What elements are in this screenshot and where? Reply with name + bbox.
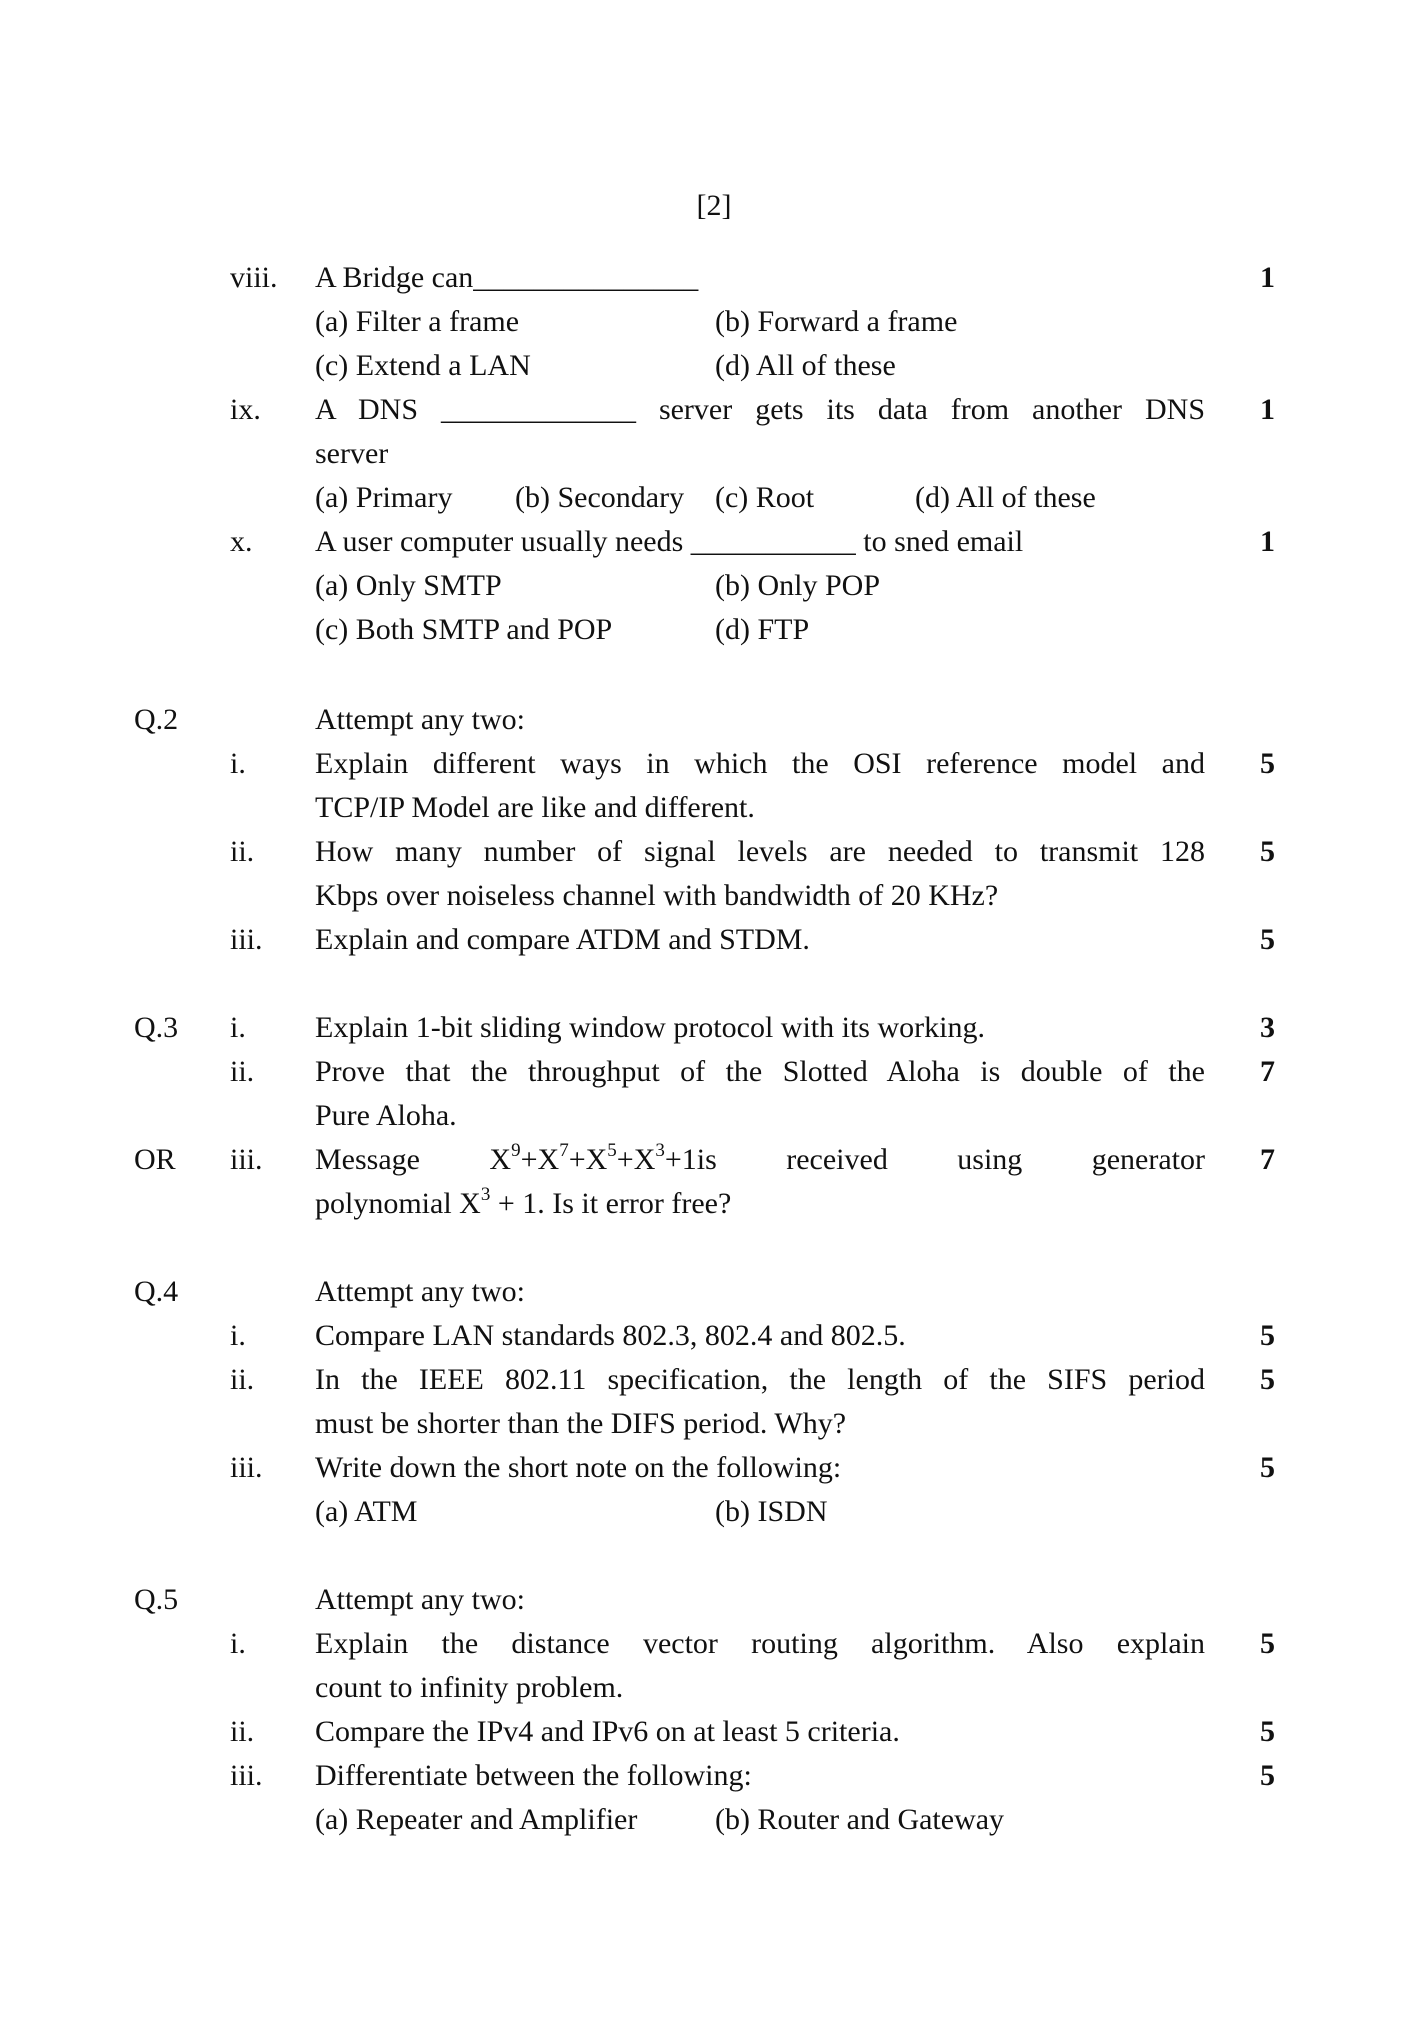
question-marks: 5 bbox=[1260, 1715, 1275, 1748]
q3-section bbox=[0, 1006, 1428, 1226]
question-marks: 5 bbox=[1260, 1363, 1275, 1396]
question-label: Q.2 bbox=[134, 703, 179, 736]
question-text: Differentiate between the following: bbox=[315, 1759, 752, 1792]
options-row bbox=[0, 564, 1428, 608]
question-text: Prove that the throughput of the Slotted Aloha is double of the bbox=[315, 1055, 1205, 1088]
question-marks: 5 bbox=[1260, 1319, 1275, 1352]
question-item bbox=[0, 1138, 1428, 1182]
question-marks: 1 bbox=[1260, 261, 1275, 294]
question-item bbox=[0, 1358, 1428, 1402]
question-number: ii. bbox=[230, 835, 255, 868]
option-b: (b) Only POP bbox=[715, 569, 881, 602]
question-text: Message $X^9+X^7+X^5+X^3+1is$ received using generator bbox=[315, 1138, 1205, 1182]
question-text: Explain the distance vector routing algorithm. Also explain bbox=[315, 1627, 1205, 1660]
q5-section bbox=[0, 1578, 1428, 1842]
option-b: (b) Router and Gateway bbox=[715, 1803, 1005, 1836]
question-text: A user computer usually needs ___________ to sned email bbox=[315, 525, 1024, 558]
question-text: Compare the IPv4 and IPv6 on at least 5 criteria. bbox=[315, 1715, 900, 1748]
question-viii bbox=[0, 256, 1428, 300]
options-row bbox=[0, 1490, 1428, 1534]
instruction: Attempt any two: bbox=[315, 703, 525, 736]
page-number: [2] bbox=[696, 189, 732, 222]
question-number: iii. bbox=[230, 923, 263, 956]
options-row bbox=[0, 608, 1428, 652]
question-item bbox=[0, 1446, 1428, 1490]
question-text-continued: server bbox=[315, 437, 389, 470]
question-text-continued: count to infinity problem. bbox=[315, 1671, 624, 1704]
question-marks: 7 bbox=[1260, 1055, 1275, 1088]
question-text: A DNS _____________ server gets its data from another DNS bbox=[315, 393, 1205, 426]
question-number: x. bbox=[230, 525, 253, 558]
question-item bbox=[0, 1314, 1428, 1358]
option-a: (a) Repeater and Amplifier bbox=[315, 1803, 638, 1836]
option-b: (b) Forward a frame bbox=[715, 305, 958, 338]
question-number: i. bbox=[230, 1627, 246, 1660]
question-marks: 5 bbox=[1260, 923, 1275, 956]
option-a: (a) Only SMTP bbox=[315, 569, 502, 602]
question-marks: 3 bbox=[1260, 1011, 1275, 1044]
question-number: i. bbox=[230, 747, 246, 780]
question-text: A Bridge can_______________ bbox=[315, 261, 699, 294]
question-number: ii. bbox=[230, 1715, 255, 1748]
question-number: iii. bbox=[230, 1451, 263, 1484]
q1-continued-section bbox=[0, 256, 1428, 652]
options-row bbox=[0, 476, 1428, 520]
question-marks: 5 bbox=[1260, 1627, 1275, 1660]
question-item bbox=[0, 1622, 1428, 1666]
option-b: (b) ISDN bbox=[715, 1495, 828, 1528]
question-x bbox=[0, 520, 1428, 564]
question-text-continued: Pure Aloha. bbox=[315, 1099, 457, 1132]
option-c: (c) Extend a LAN bbox=[315, 349, 531, 382]
question-item bbox=[0, 830, 1428, 874]
question-item bbox=[0, 1050, 1428, 1094]
q2-section bbox=[0, 698, 1428, 962]
question-marks: 7 bbox=[1260, 1143, 1275, 1176]
question-item bbox=[0, 1006, 1428, 1050]
question-text: In the IEEE 802.11 specification, the length of the SIFS period bbox=[315, 1363, 1205, 1396]
question-item bbox=[0, 918, 1428, 962]
option-a: (a) Primary bbox=[315, 481, 453, 514]
option-b: (b) Secondary bbox=[515, 481, 685, 514]
options-row bbox=[0, 344, 1428, 388]
question-item bbox=[0, 742, 1428, 786]
question-label: Q.4 bbox=[134, 1275, 179, 1308]
question-text: Explain and compare ATDM and STDM. bbox=[315, 923, 810, 956]
option-c: (c) Both SMTP and POP bbox=[315, 613, 613, 646]
question-marks: 5 bbox=[1260, 835, 1275, 868]
options-row bbox=[0, 1798, 1428, 1842]
question-text-continued: Kbps over noiseless channel with bandwidth of 20 KHz? bbox=[315, 879, 999, 912]
q4-section bbox=[0, 1270, 1428, 1534]
question-text: Explain 1-bit sliding window protocol with its working. bbox=[315, 1011, 985, 1044]
option-d: (d) FTP bbox=[715, 613, 810, 646]
question-marks: 1 bbox=[1260, 393, 1275, 426]
instruction: Attempt any two: bbox=[315, 1583, 525, 1616]
question-text: Explain different ways in which the OSI reference model and bbox=[315, 747, 1205, 780]
question-marks: 5 bbox=[1260, 1759, 1275, 1792]
option-a: (a) Filter a frame bbox=[315, 305, 520, 338]
question-number: i. bbox=[230, 1319, 246, 1352]
question-text: Write down the short note on the following: bbox=[315, 1451, 842, 1484]
options-row bbox=[0, 300, 1428, 344]
question-number: iii. bbox=[230, 1759, 263, 1792]
question-text: How many number of signal levels are needed to transmit 128 bbox=[315, 835, 1205, 868]
option-d: (d) All of these bbox=[915, 481, 1096, 514]
question-number: ix. bbox=[230, 393, 261, 426]
question-item bbox=[0, 1754, 1428, 1798]
or-label: OR bbox=[134, 1143, 176, 1176]
question-number: ii. bbox=[230, 1363, 255, 1396]
question-text: Compare LAN standards 802.3, 802.4 and 802.5. bbox=[315, 1319, 906, 1352]
instruction: Attempt any two: bbox=[315, 1275, 525, 1308]
question-number: iii. bbox=[230, 1143, 263, 1176]
question-marks: 5 bbox=[1260, 1451, 1275, 1484]
option-c: (c) Root bbox=[715, 481, 815, 514]
question-number: viii. bbox=[230, 261, 278, 294]
question-number: ii. bbox=[230, 1055, 255, 1088]
option-a: (a) ATM bbox=[315, 1495, 418, 1528]
question-text-continued: TCP/IP Model are like and different. bbox=[315, 791, 755, 824]
option-d: (d) All of these bbox=[715, 349, 896, 382]
question-text-continued: polynomial $X^3 + 1$. Is it error free? bbox=[315, 1184, 732, 1220]
question-marks: 5 bbox=[1260, 747, 1275, 780]
question-label: Q.3 bbox=[134, 1011, 179, 1044]
question-item bbox=[0, 1710, 1428, 1754]
polynomial: $X^9+X^7+X^5+X^3+1is$ bbox=[489, 1140, 717, 1176]
question-number: i. bbox=[230, 1011, 246, 1044]
question-text-continued: must be shorter than the DIFS period. Why? bbox=[315, 1407, 847, 1440]
question-ix bbox=[0, 388, 1428, 432]
question-marks: 1 bbox=[1260, 525, 1275, 558]
question-label: Q.5 bbox=[134, 1583, 179, 1616]
